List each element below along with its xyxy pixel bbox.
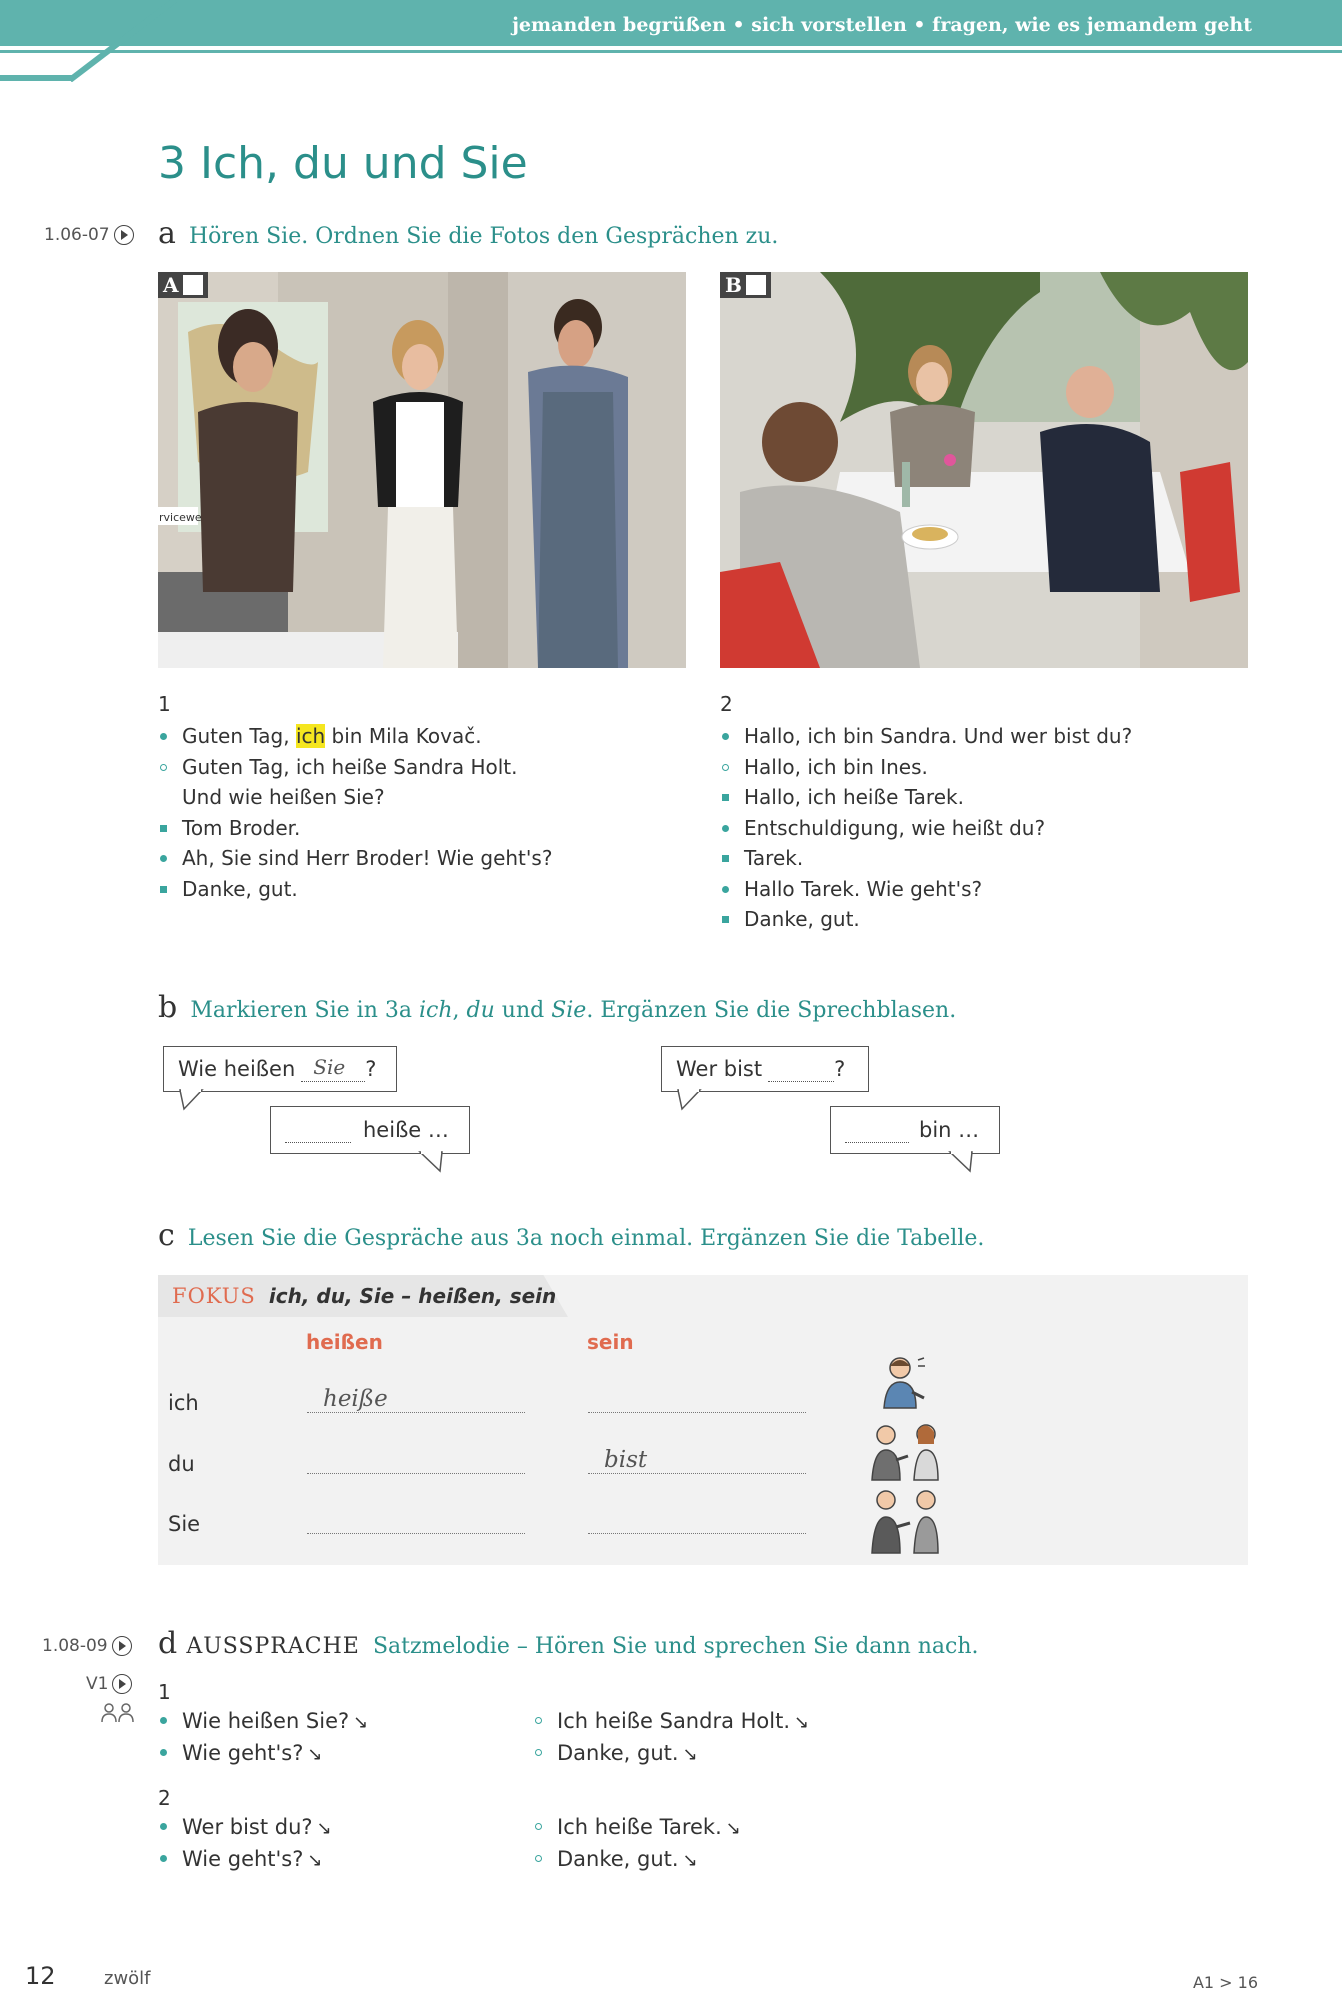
focus-heading	[172, 1284, 556, 1308]
line-text: Wie heißen Sie?	[182, 1709, 350, 1733]
section-title: 3 Ich, du und Sie	[158, 138, 528, 189]
photo-b[interactable]	[720, 272, 1248, 668]
circle-marker-icon	[535, 1749, 542, 1756]
fill-gap[interactable]	[845, 1118, 909, 1143]
person-speaking-icon	[876, 1352, 936, 1412]
audio-track-a[interactable]	[44, 225, 134, 245]
circle-marker-icon	[535, 1717, 542, 1724]
task-c-heading	[158, 1218, 984, 1253]
dot-marker-icon	[722, 886, 729, 893]
pron-group-2-questions	[158, 1812, 332, 1876]
dialog-line	[158, 843, 658, 874]
dot-marker-icon	[160, 855, 167, 862]
dialog-line	[720, 752, 1260, 783]
line-text: Danke, gut.	[557, 1741, 679, 1765]
fill-sie-sein[interactable]	[588, 1507, 806, 1534]
track-number: 1.06-07	[44, 225, 110, 245]
task-letter: c	[158, 1218, 175, 1253]
task-b-heading	[158, 990, 956, 1025]
line-text: Und wie heißen Sie?	[182, 785, 385, 809]
pron-line	[158, 1812, 332, 1844]
header-diagonal-accent	[0, 0, 220, 82]
line-text: Danke, gut.	[557, 1847, 679, 1871]
audio-track-d[interactable]	[42, 1636, 132, 1656]
bubble-tail	[948, 1151, 978, 1173]
dialog-line	[158, 721, 658, 752]
task-letter: b	[158, 990, 178, 1025]
dialog-1	[158, 721, 658, 904]
pron-line	[533, 1844, 741, 1876]
fill-gap[interactable]	[301, 1054, 365, 1082]
square-marker-icon	[722, 794, 729, 801]
pron-group-2-answers	[533, 1812, 741, 1876]
two-people-icon	[866, 1420, 946, 1482]
pron-line	[158, 1738, 368, 1770]
dialog-line	[158, 782, 658, 813]
line-text: bin Mila Kovač.	[325, 724, 482, 748]
circle-marker-icon	[722, 764, 729, 771]
falling-intonation-icon: ↘	[682, 1744, 698, 1765]
task-instruction: Markieren Sie in 3a ich, du und Sie. Ergänzen Sie die Sprechblasen.	[190, 998, 957, 1023]
line-text: Ah, Sie sind Herr Broder! Wie geht's?	[182, 846, 553, 870]
line-text: Hallo, ich bin Sandra. Und wer bist du?	[744, 724, 1133, 748]
pron-line	[533, 1738, 809, 1770]
dialog-line	[720, 721, 1260, 752]
task-d-heading	[158, 1626, 979, 1661]
pron-group-1-number: 1	[158, 1680, 171, 1704]
formal-people-icon	[866, 1485, 946, 1555]
dot-marker-icon	[160, 1749, 167, 1756]
handwritten-answer: heiße	[323, 1386, 388, 1412]
falling-intonation-icon: ↘	[307, 1850, 323, 1871]
falling-intonation-icon: ↘	[353, 1712, 369, 1733]
row-label-ich: ich	[168, 1391, 199, 1415]
answer-box[interactable]	[183, 275, 203, 295]
task-letter: d	[158, 1626, 178, 1661]
dialog-line	[720, 874, 1260, 905]
photo-a[interactable]	[158, 272, 686, 668]
video-track-d[interactable]	[86, 1674, 132, 1694]
task-letter: a	[158, 216, 176, 251]
line-text: Hallo Tarek. Wie geht's?	[744, 876, 983, 901]
pron-line	[533, 1812, 741, 1844]
dialog-line	[720, 843, 1260, 874]
fill-sie-heissen[interactable]	[307, 1507, 525, 1534]
pron-group-1-answers	[533, 1706, 809, 1770]
dialog-line	[720, 782, 1260, 813]
pair-work-icon	[100, 1702, 136, 1724]
dot-marker-icon	[722, 825, 729, 832]
column-heissen: heißen	[306, 1330, 383, 1354]
line-text: Hallo, ich bin Ines.	[744, 754, 928, 779]
play-icon[interactable]	[112, 1674, 132, 1694]
photo-a-image	[158, 272, 686, 668]
dialog-line	[158, 813, 658, 844]
row-label-sie: Sie	[168, 1512, 201, 1536]
dot-marker-icon	[160, 733, 167, 740]
line-text: Wie geht's?	[182, 1741, 304, 1765]
task-a-heading	[158, 216, 778, 251]
dialog-line	[158, 752, 658, 783]
dialog-1-number: 1	[158, 692, 171, 716]
falling-intonation-icon: ↘	[725, 1818, 741, 1839]
line-text: Guten Tag,	[182, 724, 296, 748]
bubble-tail	[178, 1089, 208, 1111]
photo-label: B	[720, 272, 771, 298]
speech-bubble-4: bin …	[830, 1106, 1000, 1154]
falling-intonation-icon: ↘	[794, 1712, 810, 1733]
line-text: Entschuldigung, wie heißt du?	[744, 815, 1046, 840]
circle-marker-icon	[535, 1823, 542, 1830]
pron-line	[158, 1844, 332, 1876]
line-text: Ich heiße Sandra Holt.	[557, 1709, 791, 1733]
speech-bubble-1: Wie heißen Sie ?	[163, 1046, 397, 1092]
line-text: Guten Tag, ich heiße Sandra Holt.	[182, 754, 518, 779]
line-text: Ich heiße Tarek.	[557, 1815, 722, 1839]
bubble-tail	[418, 1151, 448, 1173]
line-text: Wie geht's?	[182, 1847, 304, 1871]
photo-b-image	[720, 272, 1248, 668]
falling-intonation-icon: ↘	[682, 1850, 698, 1871]
video-number: V1	[86, 1674, 109, 1694]
square-marker-icon	[160, 886, 167, 893]
handwritten-answer: Sie	[313, 1054, 346, 1079]
pron-line	[158, 1706, 368, 1738]
handwritten-answer: bist	[604, 1447, 648, 1473]
falling-intonation-icon: ↘	[307, 1744, 323, 1765]
line-text: Tarek.	[744, 846, 804, 870]
pron-group-2-number: 2	[158, 1786, 171, 1810]
fill-du-sein[interactable]	[588, 1447, 806, 1474]
dialog-line	[720, 813, 1260, 844]
fill-ich-heissen[interactable]	[307, 1386, 525, 1413]
track-number: 1.08-09	[42, 1636, 108, 1656]
pron-line	[533, 1706, 809, 1738]
line-text: Tom Broder.	[182, 815, 301, 840]
fill-du-heissen[interactable]	[307, 1447, 525, 1474]
header-topics: jemanden begrüßen • sich vorstellen • fragen, wie es jemandem geht	[512, 14, 1252, 36]
dot-marker-icon	[160, 1855, 167, 1862]
speech-bubble-2: heiße …	[270, 1106, 470, 1154]
play-icon[interactable]	[112, 1636, 132, 1656]
page-number-word: zwölf	[104, 1968, 151, 1989]
focus-title: ich, du, Sie – heißen, sein	[268, 1284, 557, 1308]
line-text: Hallo, ich heiße Tarek.	[744, 785, 964, 809]
speech-bubble-3: Wer bist ?	[661, 1046, 869, 1092]
circle-marker-icon	[160, 764, 167, 771]
highlighted-word: ich	[295, 724, 326, 748]
fill-gap[interactable]	[768, 1057, 834, 1082]
line-text: Danke, gut.	[744, 907, 860, 931]
square-marker-icon	[722, 855, 729, 862]
dot-marker-icon	[722, 733, 729, 740]
dot-marker-icon	[160, 1717, 167, 1724]
focus-label: FOKUS	[172, 1284, 256, 1308]
square-marker-icon	[722, 916, 729, 923]
row-label-du: du	[168, 1452, 195, 1476]
dialog-line	[158, 874, 658, 905]
map-caption: rvicewe	[159, 511, 202, 524]
task-instruction: Hören Sie. Ordnen Sie die Fotos den Gesprächen zu.	[188, 224, 779, 249]
fill-ich-sein[interactable]	[588, 1386, 806, 1413]
task-instruction: Lesen Sie die Gespräche aus 3a noch einmal. Ergänzen Sie die Tabelle.	[187, 1226, 985, 1251]
aussprache-label: AUSSPRACHE	[186, 1634, 360, 1659]
play-icon[interactable]	[114, 225, 134, 245]
fill-gap[interactable]	[285, 1118, 351, 1143]
page-number: 12	[25, 1962, 56, 1990]
column-sein: sein	[587, 1330, 634, 1354]
dialog-2	[720, 721, 1260, 935]
pron-group-1-questions	[158, 1706, 368, 1770]
answer-box[interactable]	[746, 275, 766, 295]
square-marker-icon	[160, 825, 167, 832]
dialog-2-number: 2	[720, 692, 733, 716]
task-instruction: Satzmelodie – Hören Sie und sprechen Sie dann nach.	[372, 1634, 979, 1659]
circle-marker-icon	[535, 1855, 542, 1862]
dot-marker-icon	[160, 1823, 167, 1830]
level-reference: A1 > 16	[1192, 1973, 1258, 1992]
line-text: Danke, gut.	[182, 876, 298, 901]
bubble-tail	[676, 1089, 706, 1111]
line-text: Wer bist du?	[182, 1815, 313, 1839]
falling-intonation-icon: ↘	[316, 1818, 332, 1839]
photo-label: A	[158, 272, 208, 298]
dialog-line	[720, 904, 1260, 935]
